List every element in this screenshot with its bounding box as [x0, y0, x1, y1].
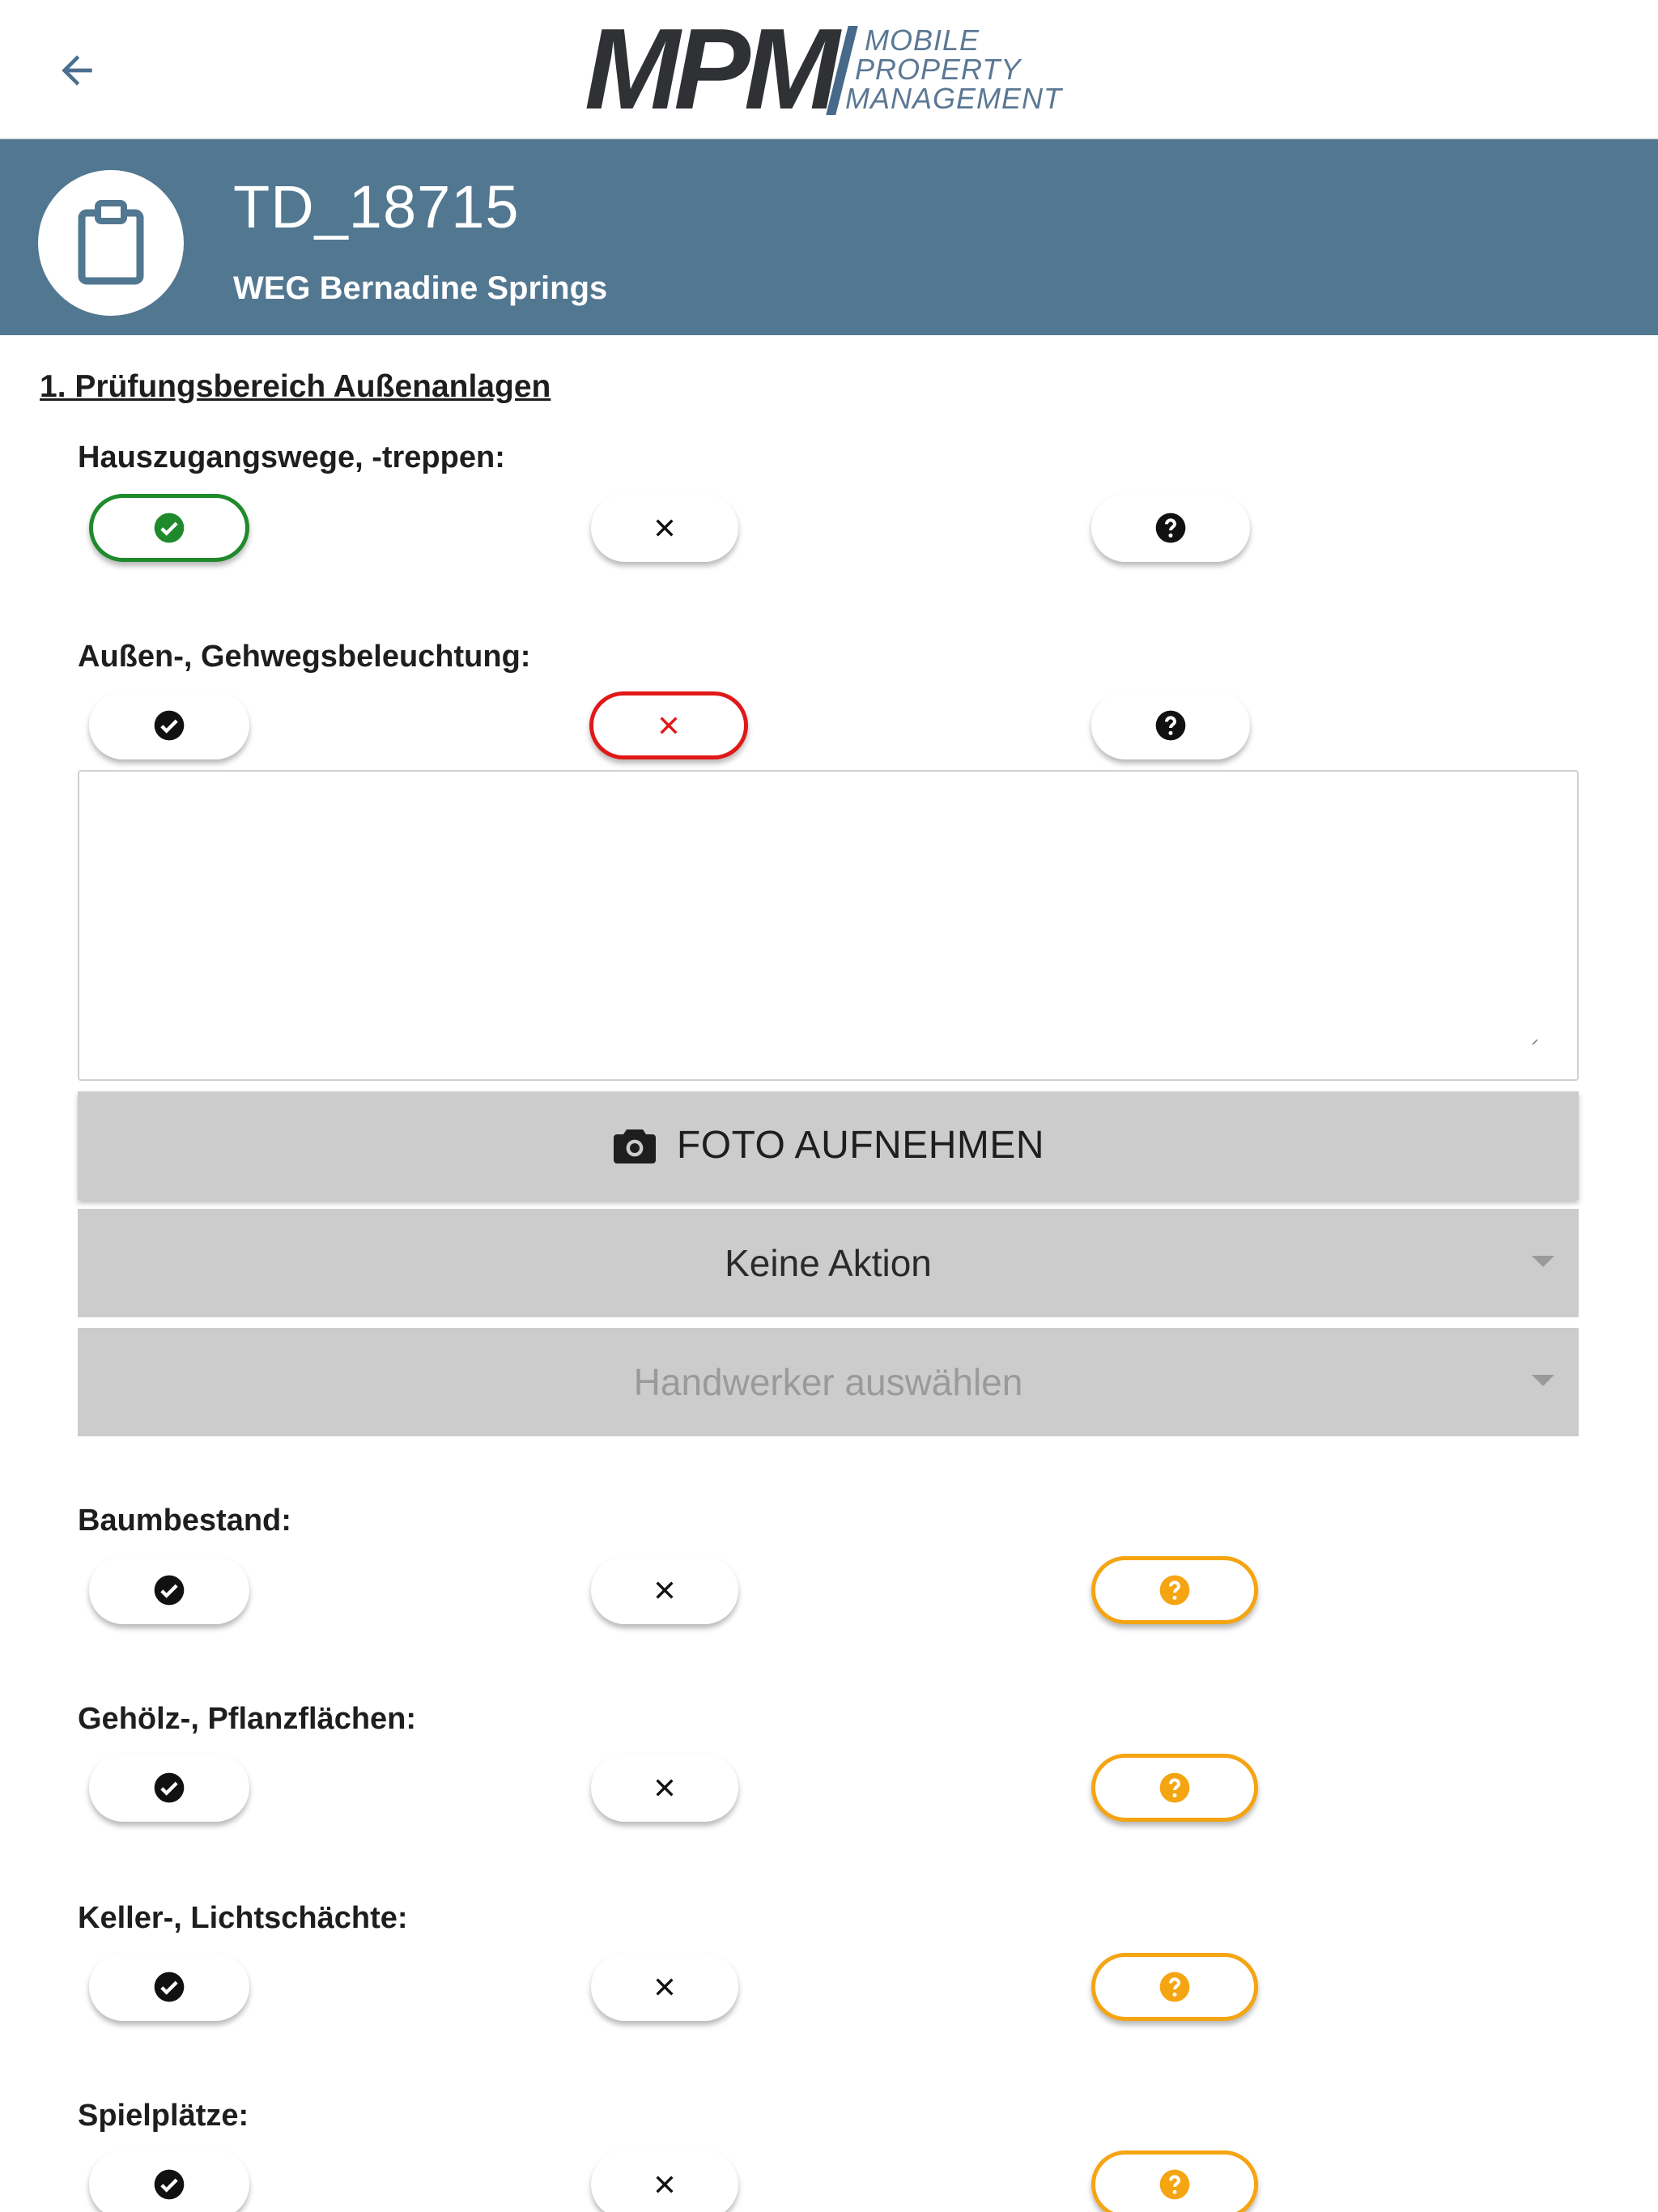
close-icon [652, 1577, 678, 1603]
craftsman-select-placeholder: Handwerker auswählen [633, 1361, 1023, 1403]
help-circle-icon [1154, 709, 1187, 742]
property-name: WEG Bernadine Springs [233, 270, 608, 306]
defect-button[interactable] [591, 1953, 738, 2021]
question-label: Baumbestand: [78, 1504, 291, 1538]
take-photo-label: FOTO AUFNEHMEN [676, 1124, 1045, 1167]
back-button[interactable] [47, 40, 107, 100]
unknown-button[interactable] [1091, 1754, 1258, 1822]
question-label: Spielplätze: [78, 2099, 249, 2133]
question-label: Gehölz-, Pflanzflächen: [78, 1702, 417, 1736]
chevron-down-icon [1532, 1375, 1554, 1386]
defect-button[interactable] [589, 691, 748, 759]
ok-button[interactable] [89, 1754, 249, 1822]
section-title: 1. Prüfungsbereich Außenanlagen [40, 369, 551, 404]
check-circle-icon [153, 709, 185, 742]
ok-button[interactable] [89, 494, 249, 562]
header-avatar [38, 170, 184, 316]
ok-button[interactable] [89, 1953, 249, 2021]
unknown-button[interactable] [1091, 2150, 1258, 2212]
clipboard-icon [70, 198, 151, 287]
defect-button[interactable] [591, 1556, 738, 1624]
ok-button[interactable] [89, 691, 249, 759]
check-circle-icon [153, 1971, 185, 2003]
logo-line-3: MANAGEMENT [845, 82, 1063, 115]
unknown-button[interactable] [1091, 1953, 1258, 2021]
unknown-button[interactable] [1091, 691, 1250, 759]
mpm-logo [585, 5, 1078, 134]
close-icon [656, 713, 682, 738]
top-bar [0, 0, 1658, 139]
logo-brand: MPM [585, 5, 834, 134]
check-circle-icon [153, 1574, 185, 1606]
ok-button[interactable] [89, 2150, 249, 2212]
close-icon [652, 515, 678, 541]
unknown-button[interactable] [1091, 494, 1250, 562]
take-photo-button[interactable] [78, 1091, 1579, 1200]
logo-line-1: MOBILE [865, 23, 980, 57]
close-icon [652, 1775, 678, 1801]
check-circle-icon [153, 2168, 185, 2201]
chevron-down-icon [1532, 1256, 1554, 1267]
help-circle-icon [1158, 1971, 1191, 2003]
check-circle-icon [153, 512, 185, 544]
close-icon [652, 2172, 678, 2197]
inspection-header [0, 139, 1658, 335]
help-circle-icon [1158, 1772, 1191, 1804]
check-circle-icon [153, 1772, 185, 1804]
unknown-button[interactable] [1091, 1556, 1258, 1624]
question-label: Hauszugangswege, -treppen: [78, 440, 505, 474]
craftsman-select[interactable] [78, 1328, 1579, 1436]
question-label: Außen-, Gehwegsbeleuchtung: [78, 640, 531, 674]
resize-handle-icon[interactable] [1532, 1039, 1538, 1045]
defect-button[interactable] [591, 2150, 738, 2212]
action-select[interactable] [78, 1209, 1579, 1317]
camera-icon [612, 1126, 657, 1165]
help-circle-icon [1154, 512, 1187, 544]
question-label: Keller-, Lichtschächte: [78, 1901, 408, 1935]
action-select-value: Keine Aktion [725, 1242, 932, 1284]
inspection-id: TD_18715 [233, 173, 520, 240]
help-circle-icon [1158, 2168, 1191, 2201]
defect-note-textarea[interactable] [78, 770, 1579, 1081]
arrow-left-icon [54, 48, 100, 93]
defect-button[interactable] [591, 1754, 738, 1822]
ok-button[interactable] [89, 1556, 249, 1624]
logo-line-2: PROPERTY [855, 53, 1022, 86]
defect-button[interactable] [591, 494, 738, 562]
close-icon [652, 1974, 678, 2000]
help-circle-icon [1158, 1574, 1191, 1606]
